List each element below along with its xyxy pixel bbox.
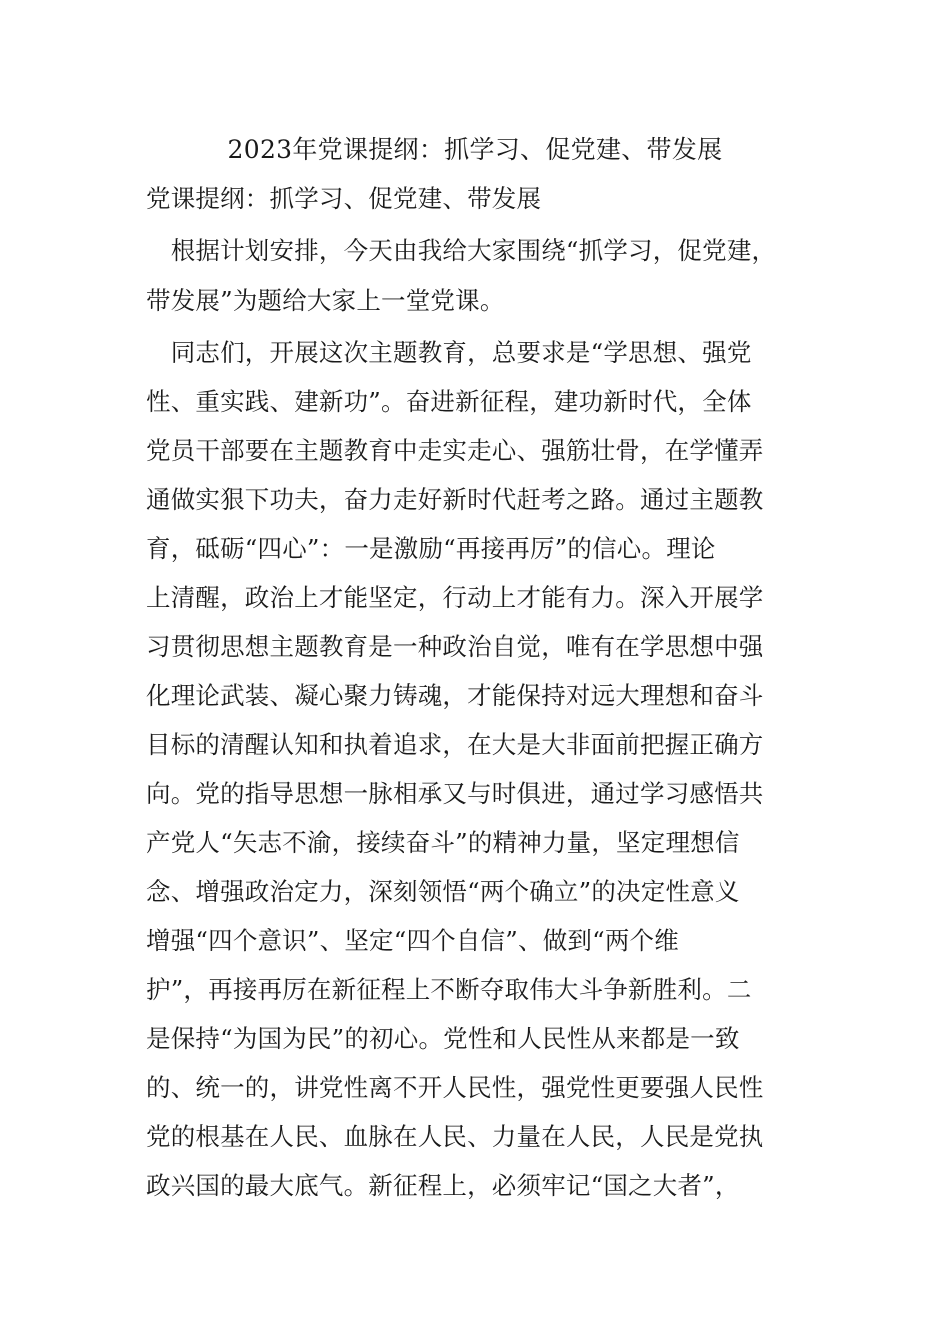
paragraph-line: 党员干部要在主题教育中走实走心、强筋壮骨，在学懂弄 (146, 436, 764, 465)
paragraph-line: 化理论武装、凝心聚力铸魂，才能保持对远大理想和奋斗 (146, 681, 764, 710)
paragraph-line: 带发展”为题给大家上一堂党课。 (146, 286, 505, 315)
paragraph-line: 的、统一的，讲党性离不开人民性，强党性更要强人民性 (146, 1073, 764, 1102)
paragraph-line: 政兴国的最大底气。新征程上，必须牢记“国之大者”， (146, 1171, 740, 1200)
paragraph-line: 同志们，开展这次主题教育，总要求是“学思想、强党 (146, 338, 752, 367)
paragraph-line: 向。党的指导思想一脉相承又与时俱进，通过学习感悟共 (146, 779, 764, 808)
paragraph-line: 性、重实践、建新功”。奋进新征程，建功新时代，全体 (146, 387, 752, 416)
document-title: 2023年党课提纲：抓学习、促党建、带发展 (227, 135, 723, 164)
paragraph-line: 上清醒，政治上才能坚定，行动上才能有力。深入开展学 (146, 583, 764, 612)
paragraph-line: 念、增强政治定力，深刻领悟“两个确立”的决定性意义 (146, 877, 740, 906)
paragraph-line: 护”，再接再厉在新征程上不断夺取伟大斗争新胜利。二 (146, 975, 752, 1004)
paragraph-line: 目标的清醒认知和执着追求，在大是大非面前把握正确方 (146, 730, 764, 759)
document-subtitle: 党课提纲：抓学习、促党建、带发展 (146, 184, 542, 213)
paragraph-line: 产党人“矢志不渝，接续奋斗”的精神力量，坚定理想信 (146, 828, 740, 857)
paragraph-line: 是保持“为国为民”的初心。党性和人民性从来都是一致 (146, 1024, 740, 1053)
paragraph-line: 习贯彻思想主题教育是一种政治自觉，唯有在学思想中强 (146, 632, 764, 661)
paragraph-line: 通做实狠下功夫，奋力走好新时代赶考之路。通过主题教 (146, 485, 764, 514)
paragraph-line: 根据计划安排，今天由我给大家围绕“抓学习，促党建， (146, 236, 777, 265)
paragraph-line: 党的根基在人民、血脉在人民、力量在人民，人民是党执 (146, 1122, 764, 1151)
paragraph-line: 增强“四个意识”、坚定“四个自信”、做到“两个维 (146, 926, 679, 955)
paragraph-line: 育，砥砺“四心”：一是激励“再接再厉”的信心。理论 (146, 534, 716, 563)
